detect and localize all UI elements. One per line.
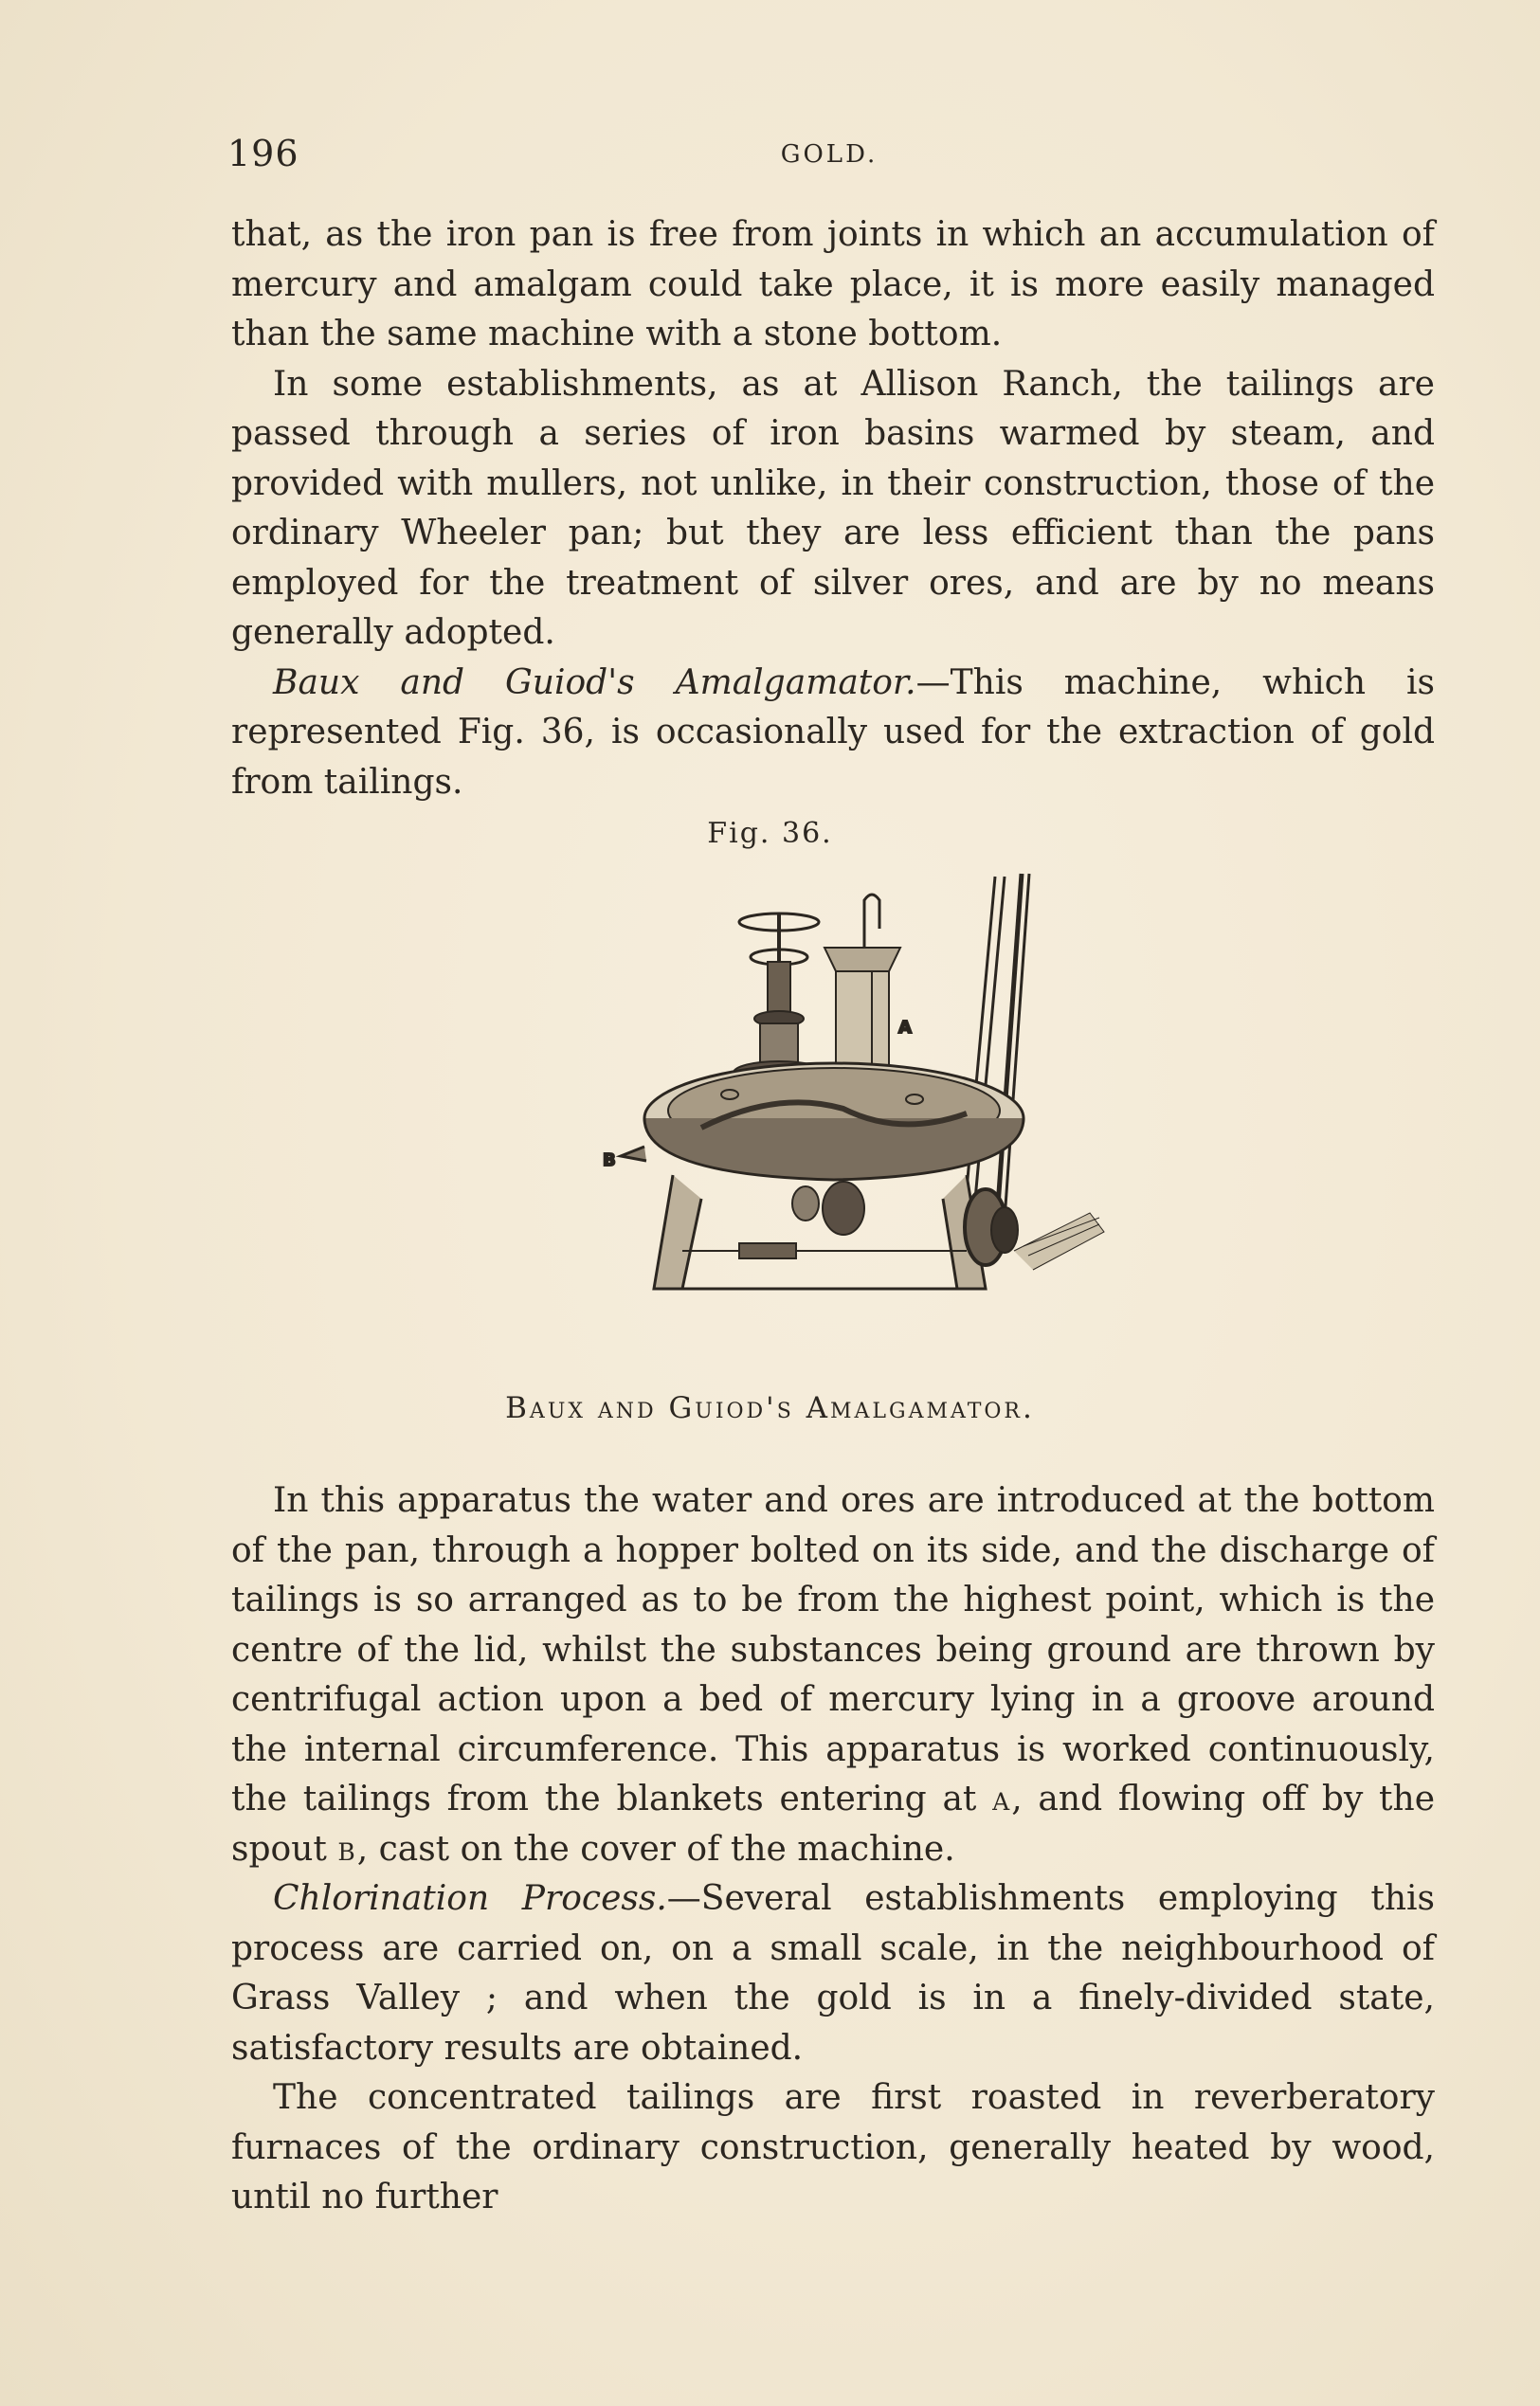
figure-label: Fig. 36. (707, 817, 833, 850)
section-title-chlorination: Chlorination Process. (273, 1879, 667, 1918)
bottom-text-block (231, 1476, 1435, 2223)
apparatus-text-3: , cast on the cover of the machine. (356, 1829, 955, 1869)
paragraph-apparatus (231, 1476, 1435, 1874)
figure-letter-a: A (898, 1018, 912, 1038)
ref-letter-b: b (337, 1829, 357, 1869)
top-text-block (231, 210, 1435, 807)
ref-letter-a: a (992, 1780, 1012, 1818)
figure-letter-b: B (603, 1150, 616, 1170)
page-number: 196 (227, 133, 299, 174)
paragraph-chlorination (231, 1874, 1435, 2073)
apparatus-text-1: In this apparatus the water and ores are introduced at the bottom of the pan, through a hopper bolted on its side, and the discharge of tailings is so arranged as to be from the highest point, which is the centre of the lid, whilst the substances being ground are thrown by centrifugal action upon a bed of mercury lying in a groove around the internal circumference. This apparatus is worked continuously, the tailings from the blankets entering at (231, 1481, 1435, 1818)
amalgamator-intro-text: —This machine, which is represented Fig. 36, is occasionally used for the extraction of gold from tailings. (231, 662, 1435, 802)
apparatus-text-2: , and flowing off by the spout (231, 1780, 1435, 1869)
paragraph-allison-ranch: In some establishments, as at Allison Ranch, the tailings are passed through a series of iron basins warmed by steam, and provided with mullers, not unlike, in their construction, those of the ordinary Wheeler pan; but they are less efficient than the pans employed for the treatment of silver ores, and are by no means generally adopted. (231, 364, 1435, 652)
section-title-amalgamator: Baux and Guiod's Amalgamator. (273, 662, 916, 702)
paragraph-amalgamator-intro (231, 659, 1435, 808)
chlorination-text: —Several establishments employing this process are carried on, on a small scale, in the neighbourhood of Grass Valley ; and when the gold is in a finely-divided state, satisfactory results are obtained. (231, 1879, 1436, 2068)
page-header (227, 133, 1431, 190)
amalgamator-illustration (588, 872, 1118, 1327)
paragraph-roasting: The concentrated tailings are first roasted in reverberatory furnaces of the ordinary construction, generally heated by wood, until no further (231, 2078, 1435, 2216)
running-head: GOLD. (780, 140, 879, 169)
figure-caption: Baux and Guiod's Amalgamator. (505, 1391, 1035, 1425)
paragraph-continued: that, as the iron pan is free from joints in which an accumulation of mercury and amalgam could take place, it is more easily managed than the same machine with a stone bottom. (231, 215, 1435, 353)
